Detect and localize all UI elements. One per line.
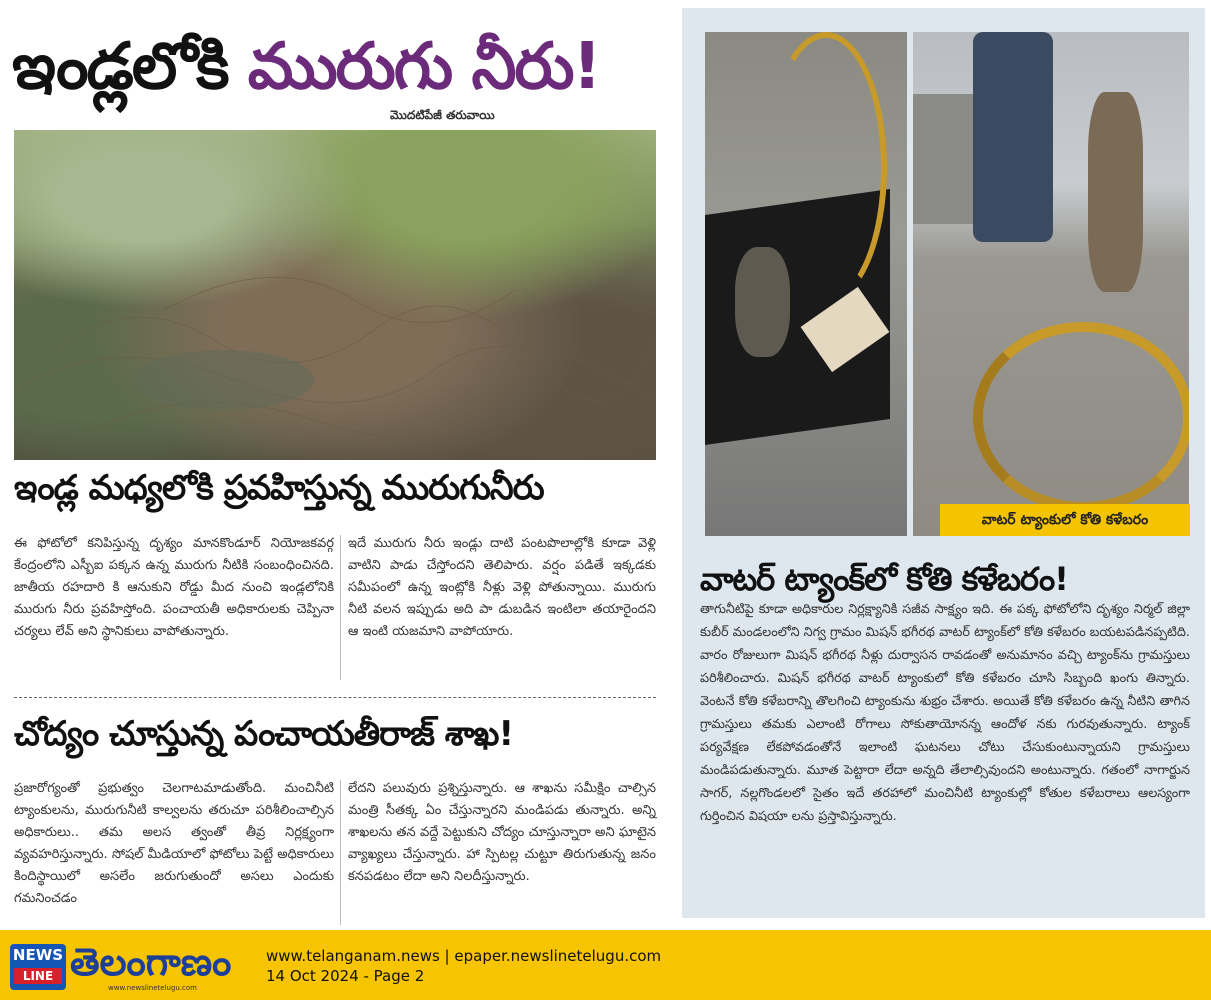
tank-photo-right bbox=[913, 32, 1189, 536]
rope-coil bbox=[973, 322, 1189, 512]
story1-subheading: ఇండ్ల మధ్యలోకి ప్రవహిస్తున్న మురుగునీరు bbox=[14, 468, 544, 508]
logo-line-text: LINE bbox=[14, 968, 62, 984]
story3-subheading: వాటర్ ట్యాంక్‌లో కోతి కళేబరం! bbox=[700, 560, 1068, 598]
tank-photo-left bbox=[705, 32, 907, 536]
headline-part2: మురుగు నీరు! bbox=[247, 30, 600, 104]
logo-news-text: NEWS bbox=[12, 946, 64, 964]
story2-subheading: చోద్యం చూస్తున్న పంచాయతీరాజ్ శాఖ! bbox=[14, 714, 513, 754]
rope bbox=[765, 32, 887, 304]
section-divider bbox=[14, 697, 656, 698]
logo-tagline: www.newslinetelugu.com bbox=[108, 984, 197, 992]
newsline-logo bbox=[10, 944, 66, 990]
vegetation-illustration bbox=[14, 130, 656, 460]
person bbox=[973, 32, 1053, 242]
sewage-photo bbox=[14, 130, 656, 460]
photo-caption: వాటర్ ట్యాంకులో కోతి కళేబరం bbox=[940, 504, 1190, 536]
continued-label: మొదటిపేజీ తరువాయి bbox=[390, 108, 495, 122]
monkey-carcass bbox=[1088, 92, 1143, 292]
story1-column2: ఇదే మురుగు నీరు ఇండ్లు దాటి పంటపొలాల్లోకి కూడా వెళ్లి వాటిని పాడు చేస్తోందని తెలిపారు. వర్షం పడితే ఇక్కడకు సమీపంలో ఉన్న ఇంట్లోకి నీళ్లు వెళ్లి పోతున్నాయి. మురుగు నీటి వలన ఇప్పుడు అది పా డుబడిన ఇంటిలా తయారైందని ఆ ఇంటి యజమాని వాపోయారు. bbox=[348, 536, 656, 639]
footer-websites[interactable]: www.telanganam.news | epaper.newslinetelugu.com bbox=[266, 947, 662, 965]
story2-column1: ప్రజారోగ్యంతో ప్రభుత్వం చెలగాటమాడుతోంది. మంచినీటి ట్యాంకులను, మురుగునీటి కాల్వలను తరుచూ పరిశీలించాల్సిన అధికారులు.. తమ అలస త్వంతో తీవ్ర నిర్లక్ష్యంగా వ్యవహరిస్తున్నారు. సోషల్ మీడియాలో ఫోటోలు పెట్టే అధికారులు కిందిస్థాయిలో అసలేం జరుగుతుందో అసలు ఎందుకు గమనించడం bbox=[14, 781, 334, 906]
footer-date: 14 Oct 2024 - Page 2 bbox=[266, 967, 425, 985]
headline-part1: ఇండ్లలోకి bbox=[12, 30, 228, 104]
story3-body: తాగునీటిపై కూడా అధికారుల నిర్లక్ష్యానికి సజీవ సాక్ష్యం ఇది. ఈ పక్క ఫోటోలోని దృశ్యం నిర్మల్ జిల్లా కుబీర్ మండలంలోని నిగ్వ గ్రామం మిషన్ భగీరథ వాటర్ ట్యాంక్‌లో కోతి కళేబరం బయటపడినప్పటిది. వారం రోజులుగా మిషన్ భగీరథ నీళ్లు దుర్వాసన రావడంతో అనుమానం వచ్చి ట్యాంక్‌ను గ్రామస్తులు పరిశీలించారు. మిషన్ భగీరథ వాటర్ ట్యాంకులో కోతి కళేబరం చూసి సిబ్బంది ఖంగు తిన్నారు. వెంటనే కోతి కళేబరాన్ని తొలగించి ట్యాంకును శుభ్రం చేశారు. అయితే కోతి కళేబరం ఉన్న నీటిని తాగిన గ్రామస్తులు తమకు ఎలాంటి రోగాలు సోకుతాయోనన్న ఆందోళ నకు గురవుతున్నారు. ట్యాంక్ పర్యవేక్షణ లేకపోవడంతోనే ఇలాంటి ఘటనలు చోటు చేసుకుంటున్నాయని గ్రామస్తులు మండిపడుతున్నారు. మూత పెట్టారా లేదా అన్నది తేలాల్సివుందని అంటున్నారు. గతంలో నాగార్జున సాగర్, నల్లగొండలలో సైతం ఇదే తరహాలో మంచినీటి ట్యాంకుల్లో కోతుల కళేబరాలు ఆలస్యంగా గుర్తించిన విషయా లను ప్రస్తావిస్తున్నారు. bbox=[700, 602, 1190, 824]
column-divider bbox=[340, 780, 341, 925]
story2-column2: లేదని పలువురు ప్రశ్నిస్తున్నారు. ఆ శాఖను సమీక్షిం చాల్సిన మంత్రి సీతక్క ఏం చేస్తున్నారని మండిపడు తున్నారు. అన్ని శాఖలను తన వద్దే పెట్టుకుని చోద్యం చూస్తున్నారా అని ఘాటైన వ్యాఖ్యలు చేస్తున్నారు. హా స్పిటల్ల చుట్టూ తిరుగుతున్న జనం కనపడటం లేదా అని నిలదీస్తున్నారు. bbox=[348, 781, 656, 884]
telanganam-logo: తెలంగాణం bbox=[70, 940, 232, 984]
story1-column1: ఈ ఫోటోలో కనిపిస్తున్న దృశ్యం మానకొండూర్ నియోజకవర్గ కేంద్రంలోని ఎస్బీఐ పక్కన ఉన్న మురుగు నీటికి సంబంధించినది. జాతీయ రహదారి కి ఆనుకుని రోడ్డు మీద నుంచి ఇండ్లలోనికి మురుగు నీరు ప్రవహిస్తోంది. పంచాయతీ అధికారులకు చెప్పినా చర్యలు లేవ్ అని స్థానికులు వాపోతున్నారు. bbox=[14, 536, 334, 639]
main-headline bbox=[12, 22, 662, 112]
column-divider bbox=[340, 535, 341, 680]
